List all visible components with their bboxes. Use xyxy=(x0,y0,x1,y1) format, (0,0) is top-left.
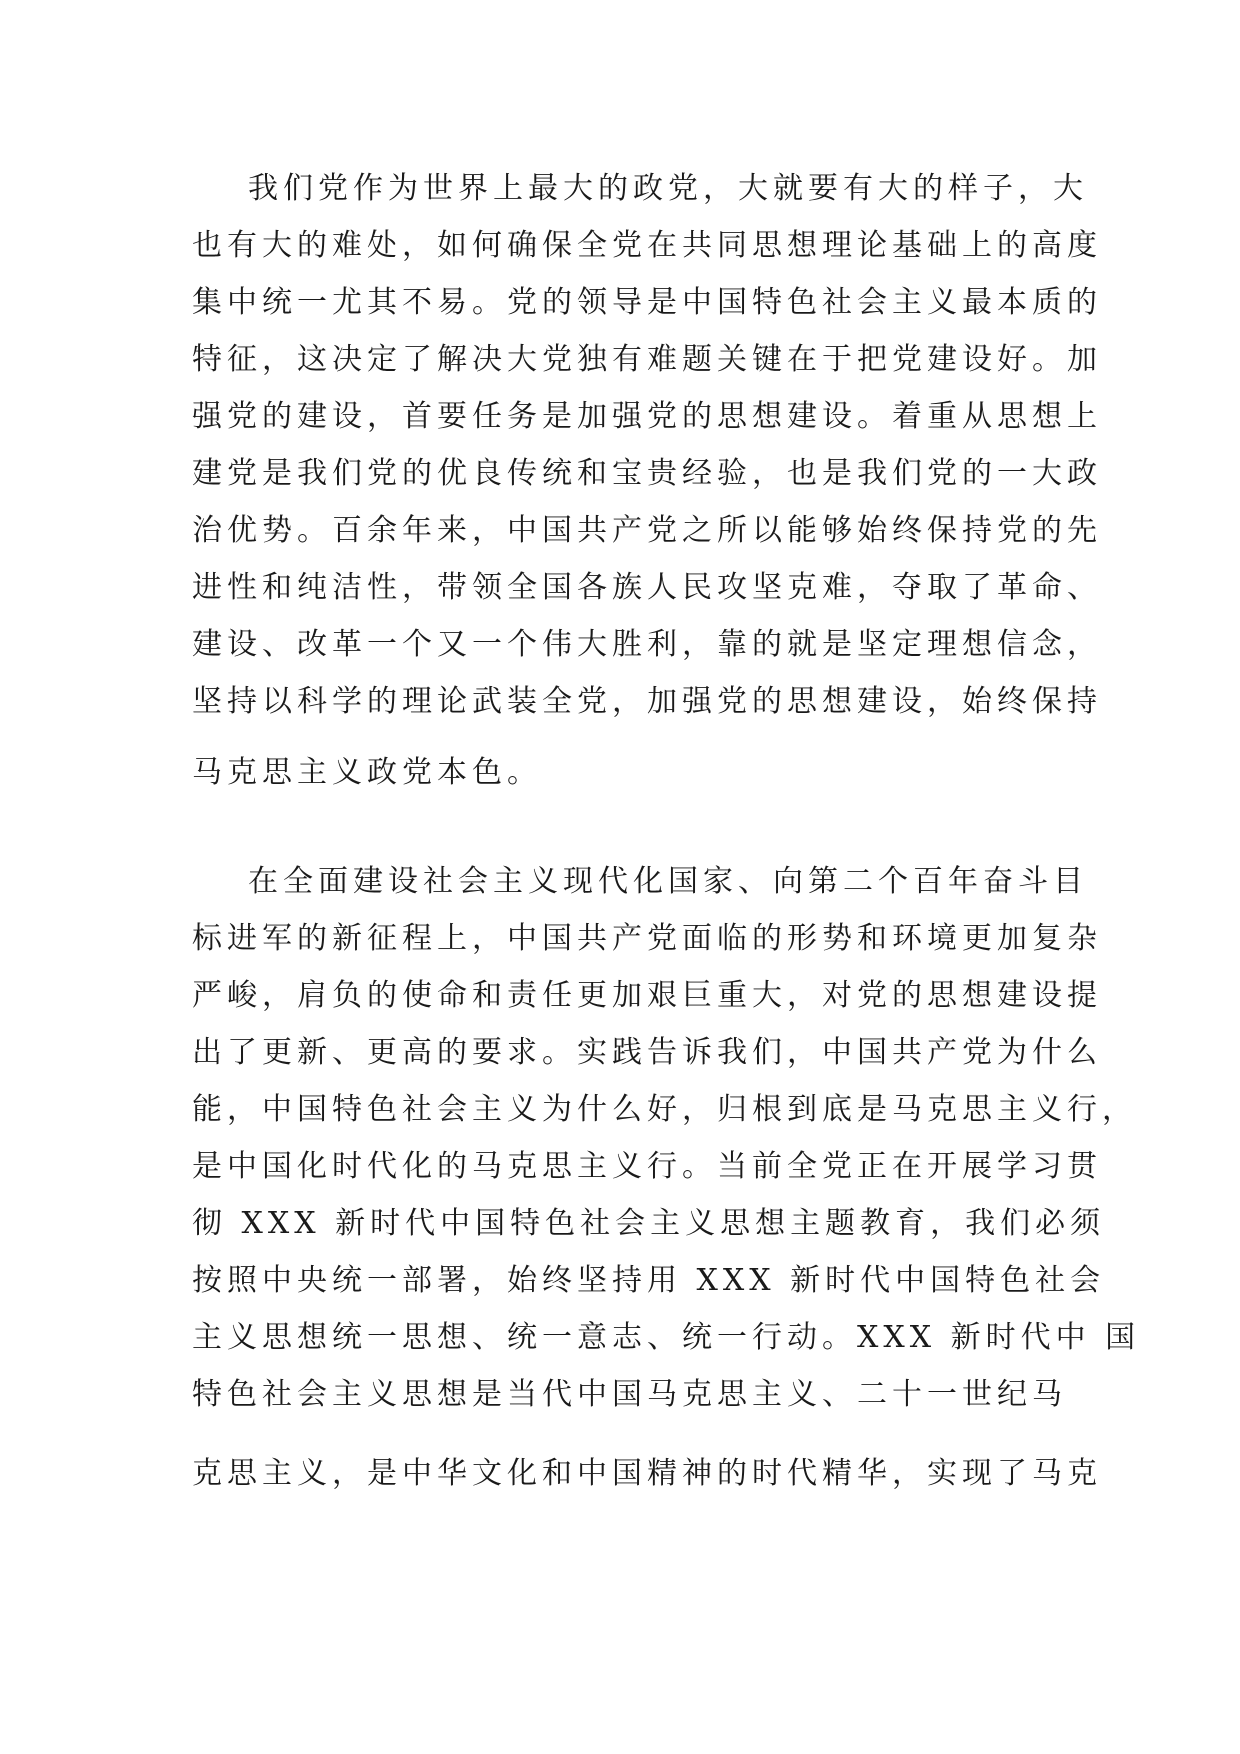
text-line: 标进军的新征程上，中国共产党面临的形势和环境更加复杂 xyxy=(192,921,1102,956)
paragraph-1 xyxy=(192,160,1102,801)
paragraph-2 xyxy=(192,853,1141,1502)
text-line: 也有大的难处，如何确保全党在共同思想理论基础上的高度 xyxy=(192,228,1102,263)
text-line: 强党的建设，首要任务是加强党的思想建设。着重从思想上 xyxy=(192,399,1102,434)
text-line: 马克思主义政党本色。 xyxy=(192,755,542,790)
text-line: 我们党作为世界上最大的政党，大就要有大的样子，大 xyxy=(248,171,1088,206)
text-line: 集中统一尤其不易。党的领导是中国特色社会主义最本质的 xyxy=(192,285,1102,320)
text-line: 严峻，肩负的使命和责任更加艰巨重大，对党的思想建设提 xyxy=(192,978,1102,1013)
text-line: 坚持以科学的理论武装全党，加强党的思想建设，始终保持 xyxy=(192,684,1102,719)
text-line: 建设、改革一个又一个伟大胜利，靠的就是坚定理想信念， xyxy=(192,627,1102,662)
text-line: 按照中央统一部署，始终坚持用 XXX 新时代中国特色社会 xyxy=(192,1263,1106,1298)
text-line: 彻 XXX 新时代中国特色社会主义思想主题教育，我们必须 xyxy=(192,1206,1106,1241)
text-line: 主义思想统一思想、统一意志、统一行动。XXX 新时代中 国 xyxy=(192,1320,1141,1355)
text-line: 建党是我们党的优良传统和宝贵经验，也是我们党的一大政 xyxy=(192,456,1102,491)
text-line: 能，中国特色社会主义为什么好，归根到底是马克思主义行， xyxy=(192,1092,1137,1127)
text-line: 治优势。百余年来，中国共产党之所以能够始终保持党的先 xyxy=(192,513,1102,548)
text-line: 在全面建设社会主义现代化国家、向第二个百年奋斗目 xyxy=(248,864,1088,899)
text-line: 特征，这决定了解决大党独有难题关键在于把党建设好。加 xyxy=(192,342,1102,377)
text-line: 出了更新、更高的要求。实践告诉我们，中国共产党为什么 xyxy=(192,1035,1102,1070)
text-line: 是中国化时代化的马克思主义行。当前全党正在开展学习贯 xyxy=(192,1149,1102,1184)
text-line: 克思主义，是中华文化和中国精神的时代精华，实现了马克 xyxy=(192,1456,1102,1491)
text-line: 特色社会主义思想是当代中国马克思主义、二十一世纪马 xyxy=(192,1377,1067,1412)
text-line: 进性和纯洁性，带领全国各族人民攻坚克难，夺取了革命、 xyxy=(192,570,1102,605)
